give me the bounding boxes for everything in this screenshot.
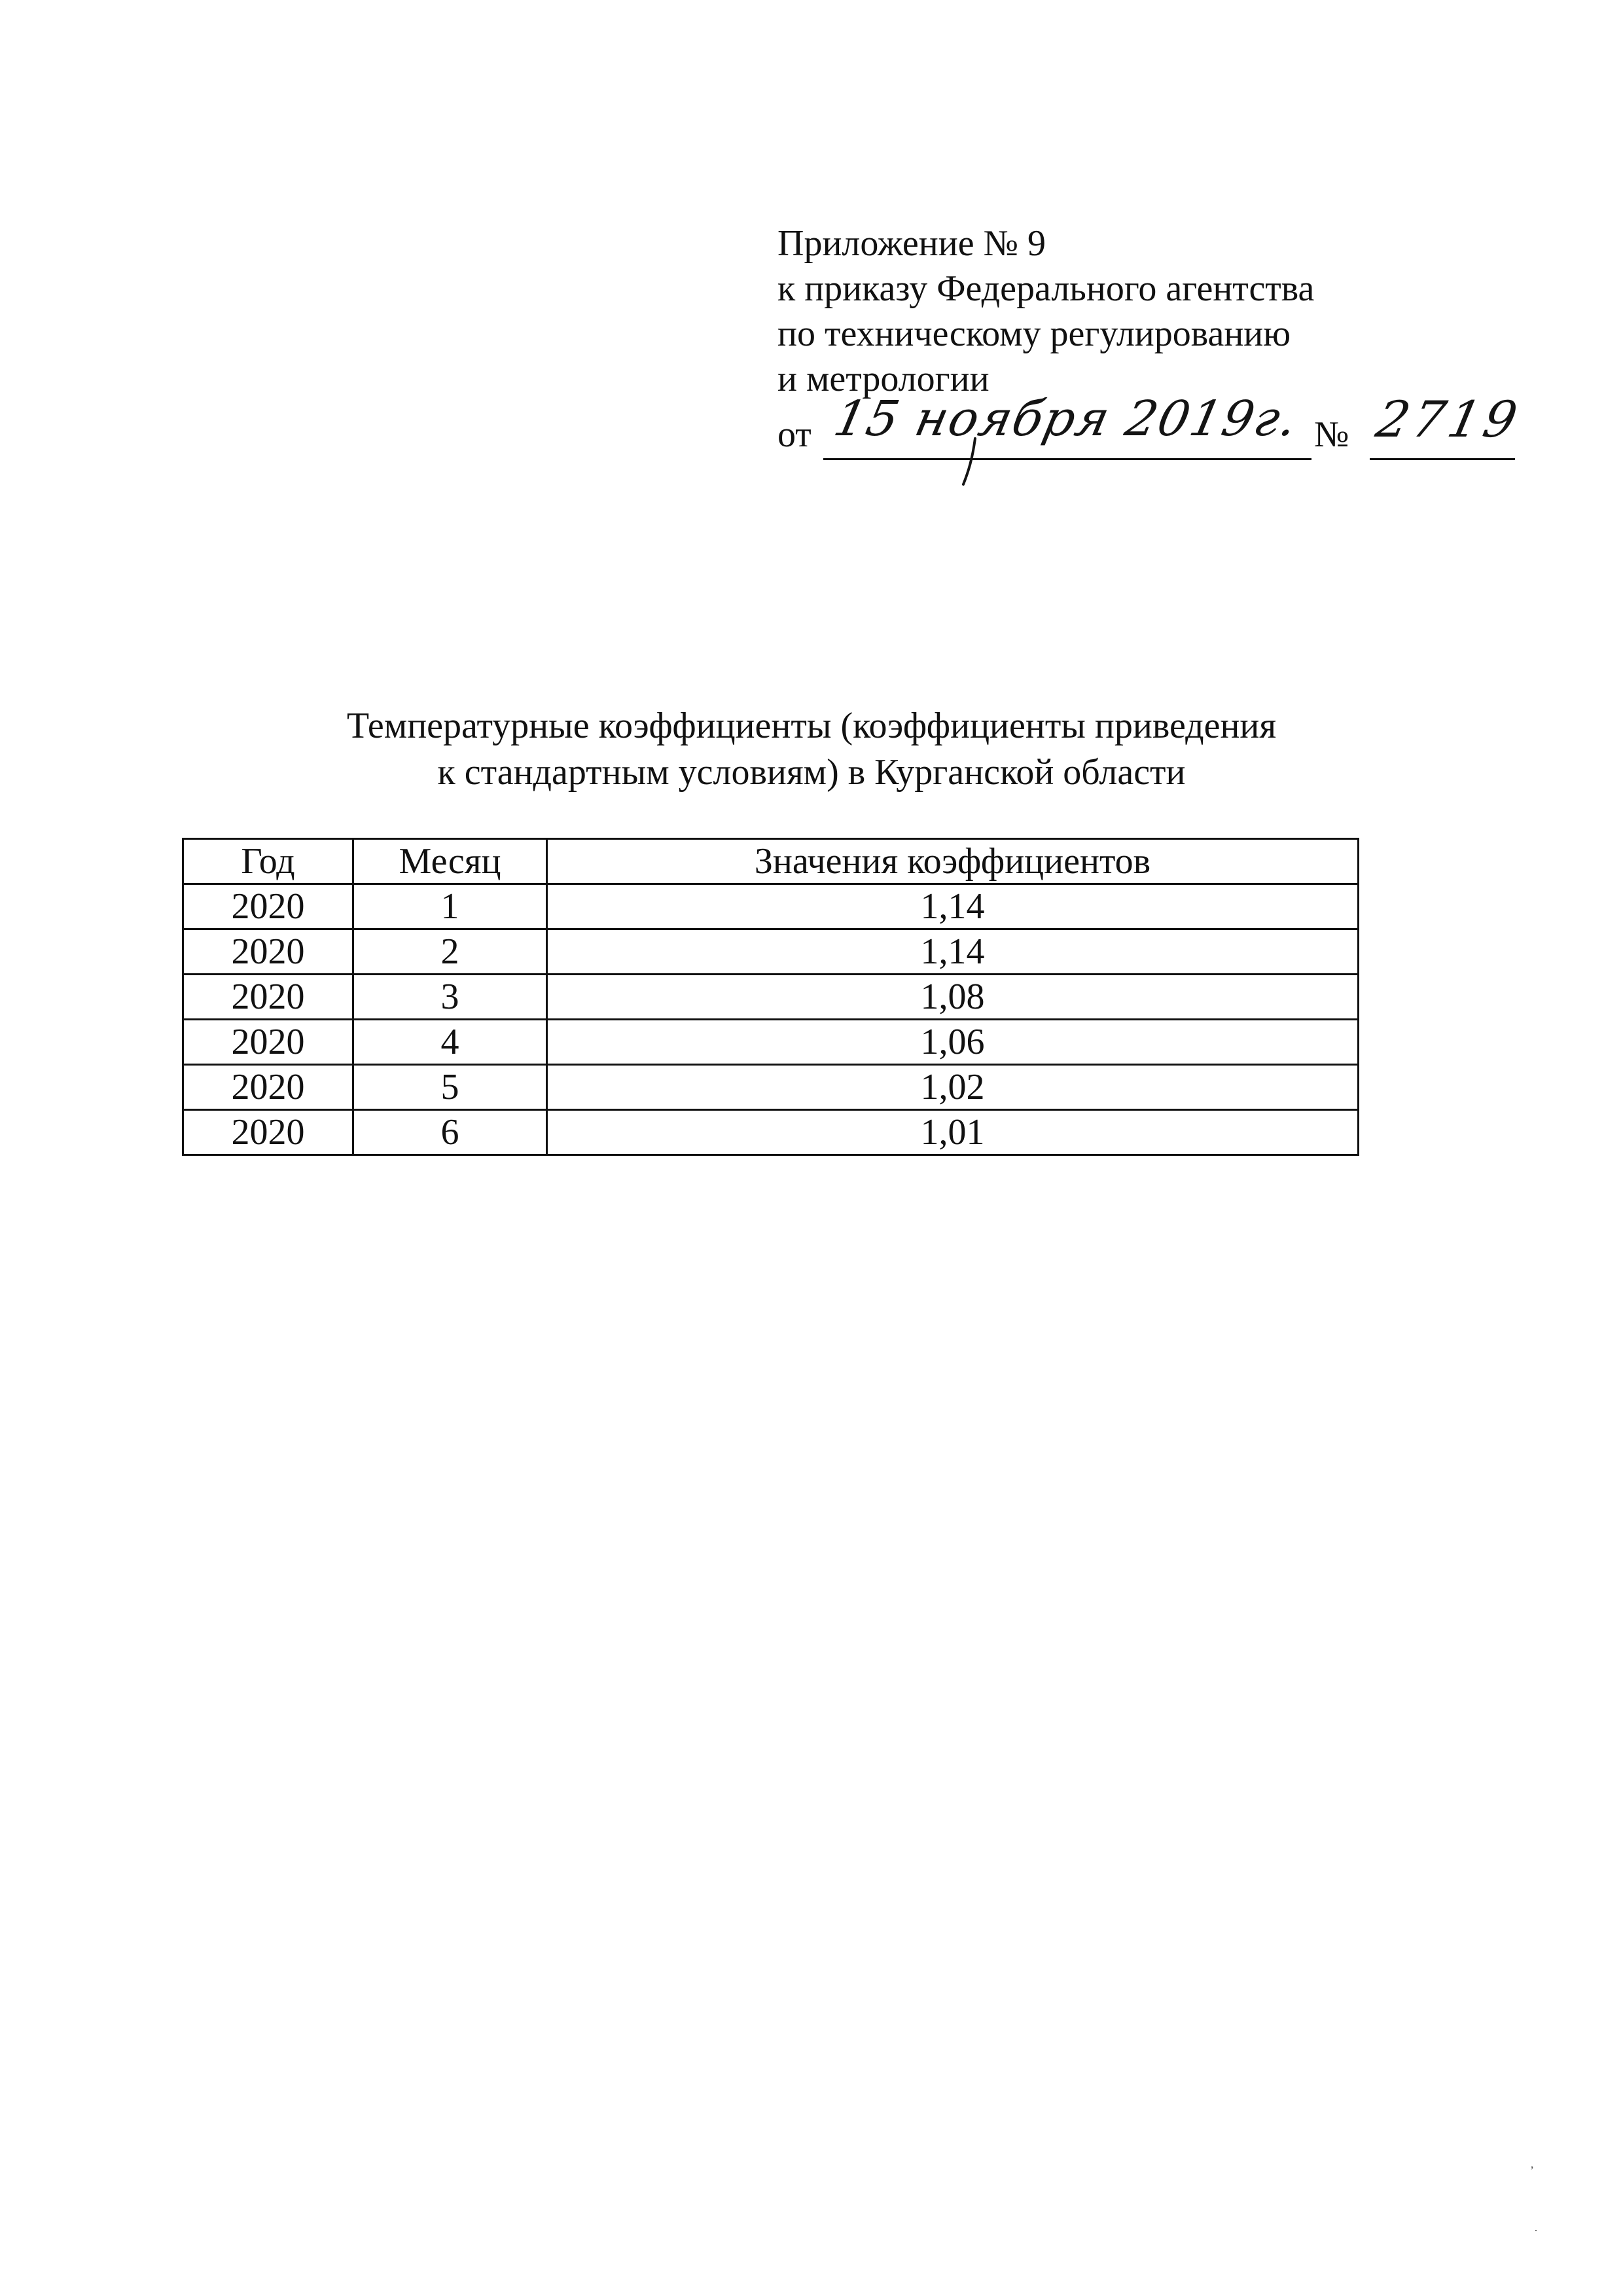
order-date-line — [777, 390, 1526, 473]
cell-value: 1,06 — [547, 1020, 1359, 1065]
cell-month: 1 — [353, 884, 547, 929]
title-line-1: Температурные коэффициенты (коэффициенты приведения — [346, 706, 1277, 746]
table-row — [183, 884, 1359, 929]
cell-year: 2020 — [183, 1065, 353, 1110]
appendix-metrology-line: и метрологии — [777, 359, 990, 399]
cell-value: 1,01 — [547, 1110, 1359, 1155]
appendix-header — [777, 221, 1526, 473]
number-label: № — [1314, 414, 1349, 455]
cell-year: 2020 — [183, 929, 353, 975]
table-row — [183, 1065, 1359, 1110]
title-line-2: к стандартным условиям) в Курганской области — [437, 752, 1186, 793]
table-row — [183, 1110, 1359, 1155]
table-row — [183, 1020, 1359, 1065]
table-row — [183, 975, 1359, 1020]
handwritten-date: 15 ноября 2019г. — [829, 391, 1304, 447]
coefficients-table-container — [182, 838, 1357, 1156]
header-value: Значения коэффициентов — [547, 839, 1359, 884]
appendix-number: Приложение № 9 — [777, 223, 1046, 264]
cell-year: 2020 — [183, 975, 353, 1020]
cell-year: 2020 — [183, 884, 353, 929]
document-title — [131, 703, 1492, 796]
header-month: Месяц — [353, 839, 547, 884]
appendix-agency-line: по техническому регулированию — [777, 314, 1291, 354]
cell-value: 1,02 — [547, 1065, 1359, 1110]
cell-value: 1,14 — [547, 884, 1359, 929]
margin-speck: · — [1534, 2224, 1538, 2237]
cell-month: 4 — [353, 1020, 547, 1065]
cell-month: 3 — [353, 975, 547, 1020]
order-number-field — [1370, 390, 1526, 460]
cell-year: 2020 — [183, 1110, 353, 1155]
order-date-field — [823, 391, 1311, 460]
margin-speck: ’ — [1530, 2164, 1534, 2177]
coefficients-table — [182, 838, 1359, 1156]
cell-month: 6 — [353, 1110, 547, 1155]
cell-year: 2020 — [183, 1020, 353, 1065]
table-header-row — [183, 839, 1359, 884]
handwritten-number: 2719 — [1371, 390, 1526, 448]
from-label: от — [777, 414, 812, 455]
cell-value: 1,14 — [547, 929, 1359, 975]
cell-value: 1,08 — [547, 975, 1359, 1020]
cell-month: 5 — [353, 1065, 547, 1110]
table-row — [183, 929, 1359, 975]
cell-month: 2 — [353, 929, 547, 975]
header-year: Год — [183, 839, 353, 884]
appendix-order-reference: к приказу Федерального агентства — [777, 268, 1315, 309]
